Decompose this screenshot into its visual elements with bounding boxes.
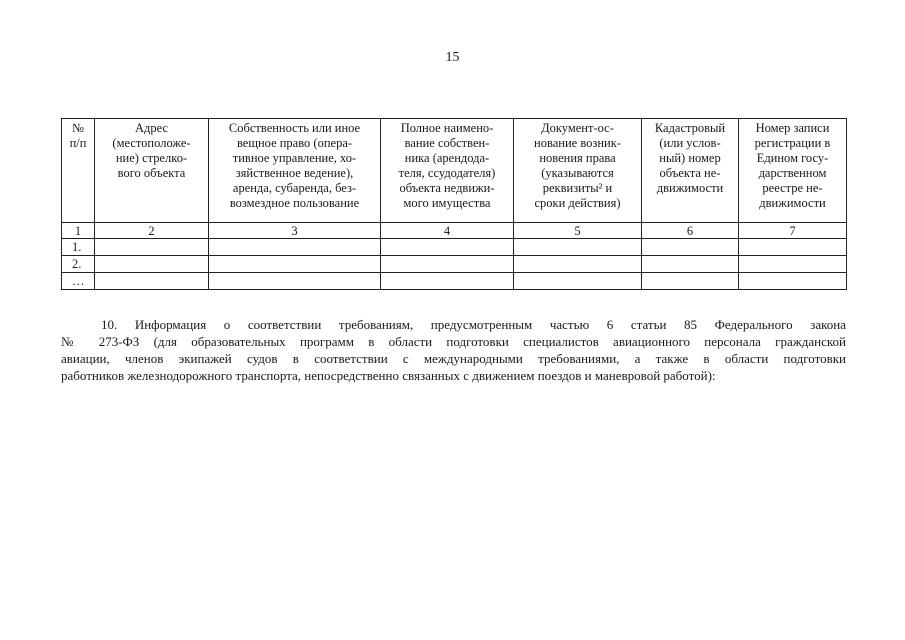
table-cell [381,273,514,290]
column-number: 5 [514,223,642,239]
table-cell [381,256,514,273]
column-number: 6 [642,223,739,239]
table-cell [514,273,642,290]
row-number: 2. [62,256,95,273]
column-number: 1 [62,223,95,239]
column-number: 7 [739,223,847,239]
section-10-paragraph [61,316,846,384]
table-header-row [62,119,847,223]
table-cell [739,256,847,273]
header-row-number: № п/п [62,119,95,223]
table-cell [642,273,739,290]
header-property-right: Собственность или иное вещное право (опера- тивное управление, хо- зяйственное ведение), аренда, субаренда, без- возмездное пользование [209,119,381,223]
table-cell [95,239,209,256]
table-cell [209,239,381,256]
header-basis-document: Документ-ос- нование возник- новения права (указываются реквизиты² и сроки действия) [514,119,642,223]
table-row [62,239,847,256]
table-cell [381,239,514,256]
column-number-row [62,223,847,239]
paragraph-line: 10. Информация о соответствии требованиям, предусмотренным частью 6 статьи 85 Федерального закона [101,317,846,332]
table-cell [514,256,642,273]
table-cell [642,256,739,273]
table-cell [739,239,847,256]
header-address: Адрес (местоположе- ние) стрелко- вого объекта [95,119,209,223]
header-registration-number: Номер записи регистрации в Едином госу- дарственном реестре не- движимости [739,119,847,223]
table-cell [95,256,209,273]
table-cell [209,256,381,273]
row-number: 1. [62,239,95,256]
row-number: … [62,273,95,290]
paragraph-line: № 273-ФЗ (для образовательных программ в области подготовки специалистов авиационного персонала гражданской [61,334,846,349]
paragraph-line: авиации, членов экипажей судов в соответствии с международными требованиями, а также в области подготовки [61,351,846,366]
paragraph-line: работников железнодорожного транспорта, непосредственно связанных с движением поездов и маневровой работой): [61,368,716,383]
page-number: 15 [445,50,460,65]
table-row [62,273,847,290]
column-number: 2 [95,223,209,239]
column-number: 4 [381,223,514,239]
table-cell [95,273,209,290]
table-row [62,256,847,273]
header-owner-name: Полное наимено- вание собствен- ника (арендода- теля, ссудодателя) объекта недвижи- мого имущества [381,119,514,223]
shooting-facility-table [61,118,847,290]
header-cadastral-number: Кадастровый (или услов- ный) номер объекта не- движимости [642,119,739,223]
table-cell [739,273,847,290]
table-cell [209,273,381,290]
table-cell [642,239,739,256]
column-number: 3 [209,223,381,239]
table-cell [514,239,642,256]
